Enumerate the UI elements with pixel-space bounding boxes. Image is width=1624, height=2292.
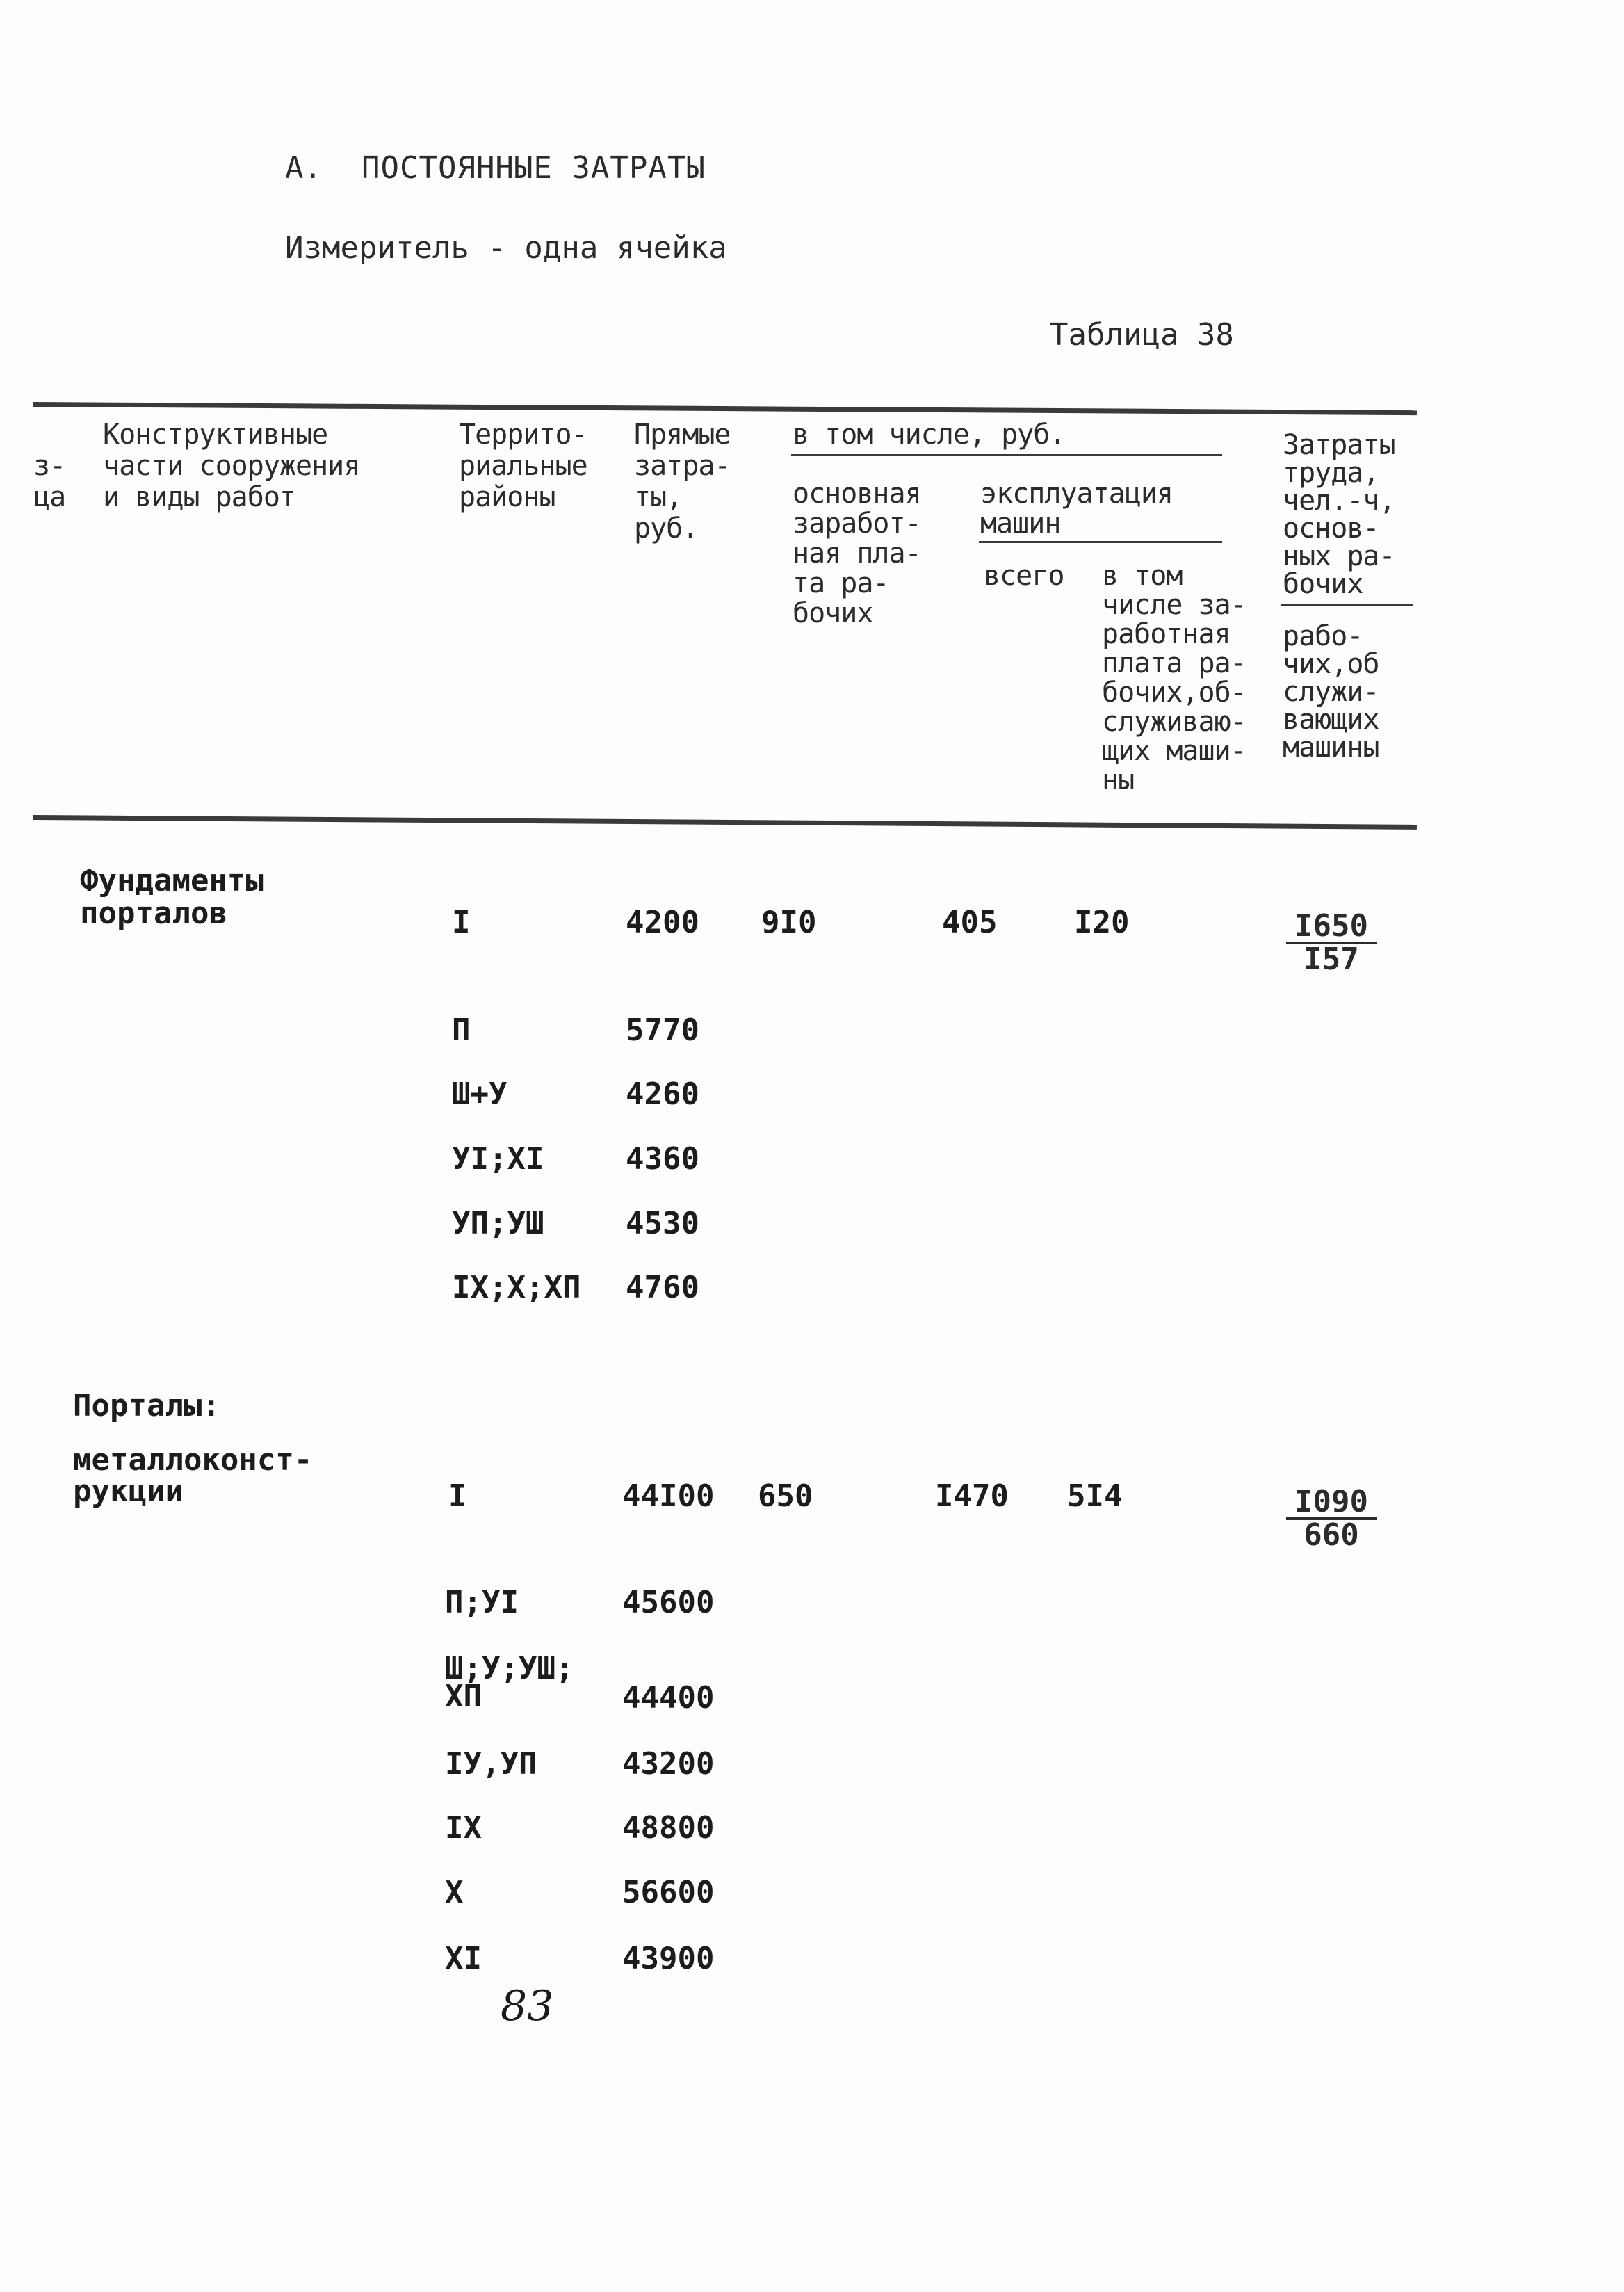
col7-bottom-line2: чих,об [1283,648,1379,680]
col7-divider [1281,604,1413,606]
col6-header-line2: числе за- [1102,589,1247,621]
section1-name-line2: порталов [80,896,227,931]
direct-cost-cell: 4530 [626,1206,699,1241]
direct-cost-cell: 5770 [626,1012,699,1048]
section2-sub-line2: рукции [73,1474,184,1509]
direct-cost-cell: 4200 [626,905,699,940]
col7-bottom-line4: вающих [1283,704,1379,736]
col4-header-line1: основная [793,478,921,510]
col4-header-line4: та ра- [793,567,889,599]
table-top-rule [33,402,1417,415]
col7-bottom-line3: служи- [1283,676,1379,708]
region-cell: П;УI [445,1585,519,1620]
section2-sub-line1: металлоконст- [73,1442,313,1478]
col2-header-line3: районы [459,481,555,513]
col6-header-line4: плата ра- [1102,647,1247,679]
labor-fraction [1286,908,1377,977]
section-letter: А. [285,150,322,186]
table-label: Таблица 38 [1050,317,1234,353]
direct-cost-cell: 56600 [622,1875,715,1910]
wage-cell: 650 [758,1478,813,1514]
col1-header-line2: части сооружения [103,450,360,482]
col0-header-a: з- [33,450,66,482]
region-cell: IX [445,1810,482,1846]
col1-header-line3: и виды работ [103,481,295,513]
col0-header-b: ца [33,481,66,513]
col6-header-line3: работная [1102,618,1231,650]
region-cell: XI [445,1941,482,1976]
group-underline [791,454,1222,456]
col4-header-line2: заработ- [793,508,921,540]
col7-header-line5: ных ра- [1283,540,1395,572]
col3-header-line4: руб. [634,513,699,544]
labor-machine-cell: 660 [1286,1517,1377,1551]
col7-header-line3: чел.-ч, [1283,485,1395,517]
col6-header-line8: ны [1102,764,1135,796]
region-cell: I [452,905,471,940]
col3-header-line2: затра- [634,450,731,482]
col6-header-line6: служиваю- [1102,706,1247,738]
machines-total-cell: 405 [942,905,998,940]
region-cell: УП;УШ [452,1206,544,1241]
machines-wage-cell: I20 [1074,905,1130,940]
col4-header-line3: ная пла- [793,538,921,570]
col3-header-line3: ты, [634,481,683,513]
table-header-bottom-rule [33,815,1417,830]
labor-machine-cell: I57 [1286,942,1377,975]
col6-header-line7: щих маши- [1102,735,1247,767]
col7-header-line2: труда, [1283,457,1379,489]
region-cell: УI;XI [452,1141,544,1177]
labor-main-cell: I090 [1294,1484,1368,1519]
direct-cost-cell: 43200 [622,1746,715,1782]
direct-cost-cell: 4760 [626,1270,699,1305]
col7-header-line1: Затраты [1283,429,1395,461]
direct-cost-cell: 44400 [622,1680,715,1716]
col4-header-line5: бочих [793,597,873,629]
page-number: 83 [501,1982,554,2031]
col2-header-line2: риальные [459,450,587,482]
col7-bottom-line1: рабо- [1283,620,1363,652]
direct-cost-cell: 43900 [622,1941,715,1976]
direct-cost-cell: 45600 [622,1585,715,1620]
col5-header: всего [984,560,1064,592]
machines-wage-cell: 5I4 [1067,1478,1123,1514]
section1-name-line1: Фундаменты [80,863,264,898]
region-cell-cont: XП [445,1679,482,1714]
col7-bottom-line5: машины [1283,732,1379,764]
machines-header-line1: эксплуатация [980,478,1173,510]
labor-main-cell: I650 [1294,908,1368,944]
col6-header-line5: бочих,об- [1102,677,1247,709]
direct-cost-cell: 48800 [622,1810,715,1846]
region-cell: IУ,УП [445,1746,537,1782]
col7-header-line4: основ- [1283,513,1379,544]
section2-name: Порталы: [73,1388,220,1423]
direct-cost-cell: 44I00 [622,1478,715,1514]
machines-underline [979,541,1222,543]
measure-unit: Измеритель - одна ячейка [285,230,727,266]
col6-header-line1: в том [1102,560,1183,592]
col7-header-line6: бочих [1283,568,1363,600]
wage-cell: 9I0 [761,905,817,940]
section-title: ПОСТОЯННЫЕ ЗАТРАТЫ [362,150,706,186]
region-cell: П [452,1012,471,1048]
direct-cost-cell: 4260 [626,1076,699,1112]
region-cell: Ш;У;УШ; [445,1651,574,1686]
group-header: в том числе, руб. [793,419,1066,451]
col3-header-line1: Прямые [634,419,731,451]
labor-fraction [1286,1484,1377,1553]
region-cell: Ш+У [452,1076,508,1112]
region-cell: X [445,1875,464,1910]
machines-header-line2: машин [980,508,1061,540]
col1-header-line1: Конструктивные [103,419,328,451]
machines-total-cell: I470 [935,1478,1009,1514]
region-cell: IX;X;XП [452,1270,581,1305]
region-cell: I [448,1478,467,1514]
direct-cost-cell: 4360 [626,1141,699,1177]
col2-header-line1: Террито- [459,419,587,451]
